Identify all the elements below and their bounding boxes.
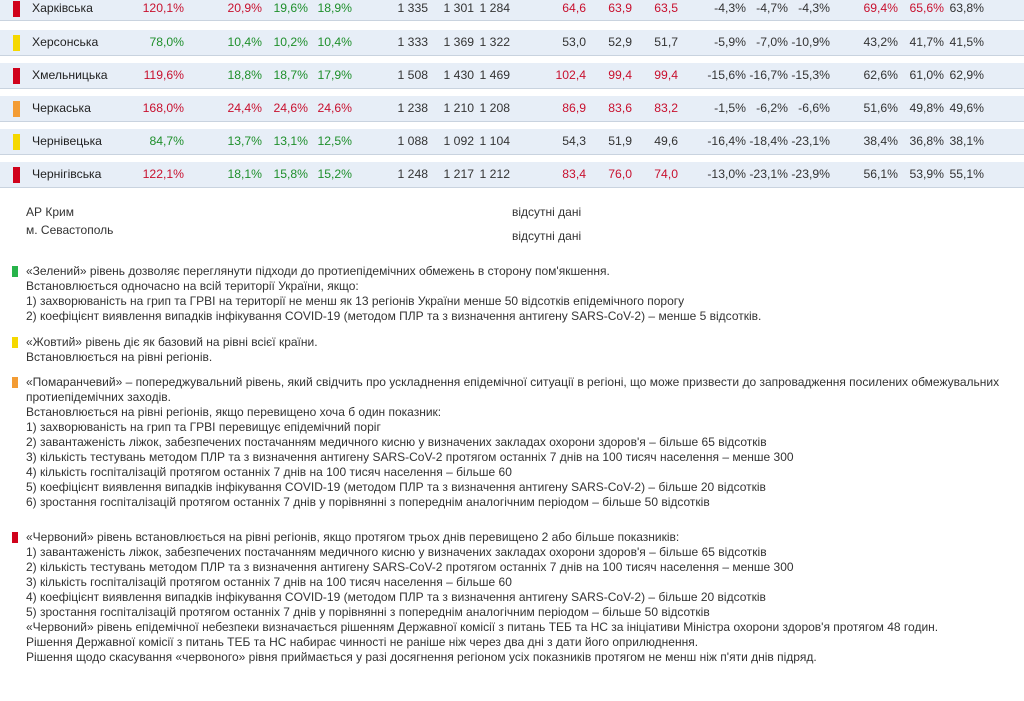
legend-orange-line: 2) завантаженість ліжок, забезпечених постачанням медичного кисню у визначених закладах охорони здоров'я – більше 65 відсотків [26,435,767,449]
yellow-level-flag [13,35,20,51]
table-cell-h1: 54,3 [562,134,586,148]
table-cell-occupancy: 78,0% [149,35,184,49]
table-cell-t2: 1 369 [443,35,474,49]
red-level-flag [13,1,20,17]
table-cell-g2: -18,4% [749,134,788,148]
table-cell-h2: 99,4 [608,68,632,82]
legend-orange-line: 3) кількість тестувань методом ПЛР та з визначення антигену SARS-CoV-2 протягом останніх 7 днів на 100 тисяч населення – менше 300 [26,450,794,464]
sevastopol-no-data: відсутні дані [512,229,582,243]
table-cell-t2: 1 301 [443,1,474,15]
table-cell-g3: -6,6% [798,101,830,115]
orange-level-marker [12,377,18,388]
table-cell-p1: 56,1% [863,167,898,181]
red-level-flag [13,167,20,183]
table-cell-p2: 49,8% [909,101,944,115]
legend-red-line: Рішення щодо скасування «червоного» рівня приймається у разі досягнення регіоном усіх показників протягом не менш ніж п'яти днів підряд. [26,650,817,664]
table-cell-v2: 19,6% [273,1,308,15]
table-cell-t2: 1 092 [443,134,474,148]
region-name: Чернігівська [32,167,102,181]
table-cell-v1: 24,4% [227,101,262,115]
table-row [0,162,1024,188]
table-cell-h3: 99,4 [654,68,678,82]
table-cell-p1: 51,6% [863,101,898,115]
table-cell-t1: 1 238 [397,101,428,115]
table-cell-p3: 55,1% [949,167,984,181]
table-cell-h1: 53,0 [562,35,586,49]
table-cell-t3: 1 284 [479,1,510,15]
table-cell-p1: 38,4% [863,134,898,148]
table-row [0,63,1024,89]
table-cell-t3: 1 469 [479,68,510,82]
table-cell-g1: -13,0% [707,167,746,181]
legend-red-line: 4) коефіцієнт виявлення випадків інфікування COVID-19 (методом ПЛР та з визначення антигену SARS-CoV-2) – більше 20 відсотків [26,590,766,604]
table-cell-p1: 43,2% [863,35,898,49]
table-cell-g1: -1,5% [714,101,746,115]
table-cell-occupancy: 168,0% [142,101,184,115]
region-name: Харківська [32,1,93,15]
table-cell-v2: 15,8% [273,167,308,181]
table-cell-t2: 1 210 [443,101,474,115]
table-cell-g1: -4,3% [714,1,746,15]
table-cell-t3: 1 322 [479,35,510,49]
table-cell-v3: 10,4% [317,35,352,49]
table-cell-h3: 49,6 [654,134,678,148]
table-cell-p2: 53,9% [909,167,944,181]
table-cell-v1: 20,9% [227,1,262,15]
table-cell-p1: 69,4% [863,1,898,15]
table-cell-p3: 41,5% [949,35,984,49]
table-row [0,129,1024,155]
table-cell-h3: 63,5 [654,1,678,15]
table-cell-g1: -16,4% [707,134,746,148]
table-cell-v2: 10,2% [273,35,308,49]
table-cell-g3: -23,1% [791,134,830,148]
table-cell-h1: 83,4 [562,167,586,181]
table-cell-v1: 13,7% [227,134,262,148]
legend-orange-line: «Помаранчевий» – попереджувальний рівень, який свідчить про ускладнення епідемічної ситуації в регіоні, що може призвести до запровадження посилених обмежувальних [26,375,1000,389]
orange-level-flag [13,101,20,117]
legend-green-line: Встановлюється одночасно на всій території України, якщо: [26,279,359,293]
table-cell-g2: -16,7% [749,68,788,82]
table-cell-p2: 41,7% [909,35,944,49]
legend-yellow-line: «Жовтий» рівень діє як базовий на рівні всієї країни. [26,335,318,349]
table-cell-g2: -6,2% [756,101,788,115]
legend-yellow [26,335,318,365]
table-cell-h3: 51,7 [654,35,678,49]
table-cell-t2: 1 430 [443,68,474,82]
region-name: Черкаська [32,101,91,115]
table-cell-g3: -10,9% [791,35,830,49]
table-cell-g3: -23,9% [791,167,830,181]
table-cell-v3: 15,2% [317,167,352,181]
table-cell-v3: 18,9% [317,1,352,15]
table-cell-h3: 83,2 [654,101,678,115]
table-cell-h2: 52,9 [608,35,632,49]
table-cell-p2: 36,8% [909,134,944,148]
yellow-level-marker [12,337,18,348]
legend-green-line: «Зелений» рівень дозволяє переглянути підходи до протиепідемічних обмежень в сторону пом'якшення. [26,264,610,278]
table-cell-occupancy: 84,7% [149,134,184,148]
region-name: Херсонська [32,35,99,49]
table-cell-p3: 38,1% [949,134,984,148]
red-level-marker [12,532,18,543]
table-cell-v1: 18,1% [227,167,262,181]
yellow-level-flag [13,134,20,150]
table-cell-p2: 65,6% [909,1,944,15]
legend-red-line: 2) кількість тестувань методом ПЛР та з визначення антигену SARS-CoV-2 протягом останніх 7 днів на 100 тисяч населення – менше 300 [26,560,794,574]
table-cell-h2: 76,0 [608,167,632,181]
legend-orange-line: 6) зростання госпіталізацій протягом останніх 7 днів у порівнянні з попереднім аналогічним періодом – більше 50 відсотків [26,495,710,509]
table-cell-g2: -7,0% [756,35,788,49]
table-cell-g2: -4,7% [756,1,788,15]
legend-orange-line: протиепідемічних заходів. [26,390,171,404]
table-cell-v3: 17,9% [317,68,352,82]
table-cell-t1: 1 088 [397,134,428,148]
table-cell-h1: 86,9 [562,101,586,115]
table-cell-v1: 10,4% [227,35,262,49]
legend-red-line: 1) завантаженість ліжок, забезпечених постачанням медичного кисню у визначених закладах охорони здоров'я – більше 65 відсотків [26,545,767,559]
legend-orange-line: 1) захворюваність на грип та ГРВІ перевищує епідемічний поріг [26,420,381,434]
table-cell-g2: -23,1% [749,167,788,181]
table-cell-h2: 63,9 [608,1,632,15]
table-cell-t1: 1 508 [397,68,428,82]
legend-orange-line: Встановлюється на рівні регіонів, якщо перевищено хоча б один показник: [26,405,442,419]
table-cell-h3: 74,0 [654,167,678,181]
table-cell-v2: 13,1% [273,134,308,148]
table-cell-h2: 51,9 [608,134,632,148]
sevastopol-label: м. Севастополь [26,223,114,237]
legend-orange [26,375,999,510]
table-cell-g1: -15,6% [707,68,746,82]
table-cell-t1: 1 248 [397,167,428,181]
red-level-flag [13,68,20,84]
table-cell-v3: 12,5% [317,134,352,148]
table-row [0,96,1024,122]
legend-red-line: 3) кількість госпіталізацій протягом останніх 7 днів на 100 тисяч населення – більше 60 [26,575,512,589]
region-name: Чернівецька [32,134,102,148]
green-level-marker [12,266,18,277]
table-cell-p2: 61,0% [909,68,944,82]
legend-red-line: 5) зростання госпіталізацій протягом останніх 7 днів у порівнянні з попереднім аналогічним періодом – більше 50 відсотків [26,605,710,619]
table-cell-g1: -5,9% [714,35,746,49]
table-row [0,0,1024,21]
legend-yellow-line: Встановлюється на рівні регіонів. [26,350,213,364]
table-cell-occupancy: 120,1% [142,1,184,15]
table-cell-g3: -15,3% [791,68,830,82]
table-cell-t1: 1 333 [397,35,428,49]
table-cell-p3: 63,8% [949,1,984,15]
table-cell-occupancy: 119,6% [143,68,184,82]
table-cell-h2: 83,6 [608,101,632,115]
table-cell-v2: 18,7% [273,68,308,82]
legend-orange-line: 5) коефіцієнт виявлення випадків інфікування COVID-19 (методом ПЛР та з визначення антигену SARS-CoV-2) – більше 20 відсотків [26,480,766,494]
table-cell-h1: 102,4 [555,68,586,82]
table-cell-h1: 64,6 [562,1,586,15]
table-cell-p1: 62,6% [863,68,898,82]
legend-red [26,530,938,665]
table-cell-t3: 1 208 [479,101,510,115]
table-cell-t3: 1 104 [479,134,510,148]
table-cell-t1: 1 335 [397,1,428,15]
legend-red-line: «Червоний» рівень встановлюється на рівні регіонів, якщо протягом трьох днів перевищено 2 або більше показників: [26,530,680,544]
crimea-no-data: відсутні дані [512,205,582,219]
table-cell-t3: 1 212 [479,167,510,181]
table-cell-p3: 62,9% [949,68,984,82]
legend-green [26,264,761,324]
table-row [0,30,1024,56]
table-cell-v2: 24,6% [273,101,308,115]
table-cell-occupancy: 122,1% [142,167,184,181]
legend-green-line: 2) коефіцієнт виявлення випадків інфікування COVID-19 (методом ПЛР та з визначення антигену SARS-CoV-2) – менше 5 відсотків. [26,309,762,323]
table-cell-v1: 18,8% [227,68,262,82]
legend-orange-line: 4) кількість госпіталізацій протягом останніх 7 днів на 100 тисяч населення – більше 60 [26,465,512,479]
legend-red-line: «Червоний» рівень епідемічної небезпеки визначається рішенням Державної комісії з питань ТЕБ та НС за ініціативи Міністра охорони здоров'я протягом 48 годин. [26,620,939,634]
legend-red-line: Рішення Державної комісії з питань ТЕБ та НС набирає чинності не раніше ніж через два дні з дати його оприлюднення. [26,635,699,649]
table-cell-v3: 24,6% [317,101,352,115]
table-cell-p3: 49,6% [949,101,984,115]
crimea-label: АР Крим [26,205,74,219]
region-name: Хмельницька [32,68,108,82]
legend-green-line: 1) захворюваність на грип та ГРВІ на території не менш як 13 регіонів України менше 50 відсотків епідемічного порогу [26,294,685,308]
table-cell-g3: -4,3% [798,1,830,15]
table-cell-t2: 1 217 [443,167,474,181]
